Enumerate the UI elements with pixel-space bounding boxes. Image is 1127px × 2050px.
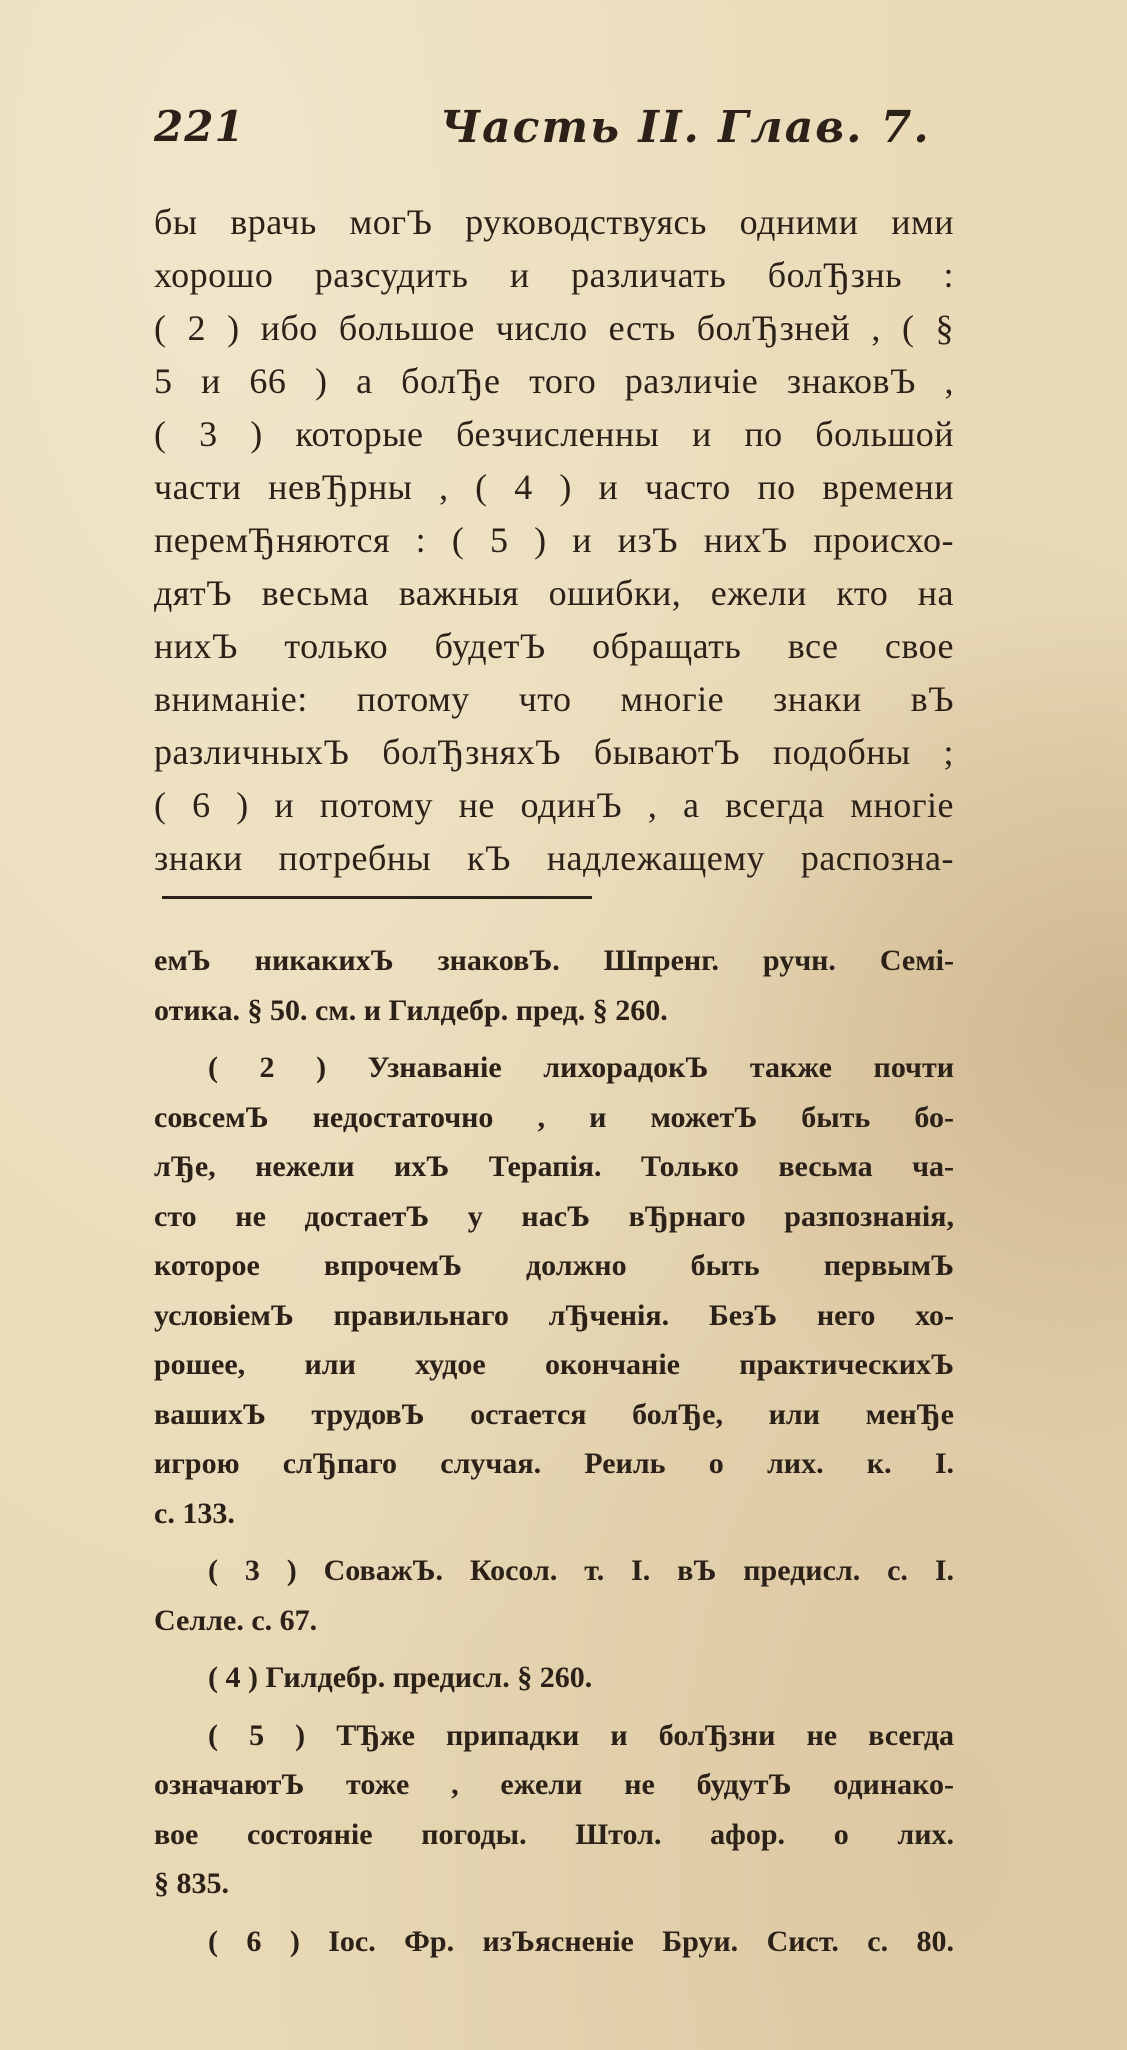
footnote-line: Селле. с. 67. bbox=[154, 1603, 318, 1637]
footnote-line: совсемЪ недостаточно , и можетЪ быть бо- bbox=[154, 1100, 954, 1134]
text-line: 5 и 66 ) а болЂе того различiе знаковЪ , bbox=[154, 361, 954, 401]
text-line: различныхЪ болЂзняхЪ бываютЪ подобны ; bbox=[154, 732, 954, 772]
text-line: нихЪ только будетЪ обращать все свое bbox=[154, 626, 954, 666]
footnote-line: означаютЪ тоже , ежели не будутЪ одинако- bbox=[154, 1768, 954, 1801]
footnote-line: сто не достаетЪ у насЪ вЂрнаго разпознанiя, bbox=[154, 1199, 954, 1233]
footnote-line: ( 5 ) ТЂже припадки и болЂзни не всегда bbox=[208, 1718, 954, 1752]
footnote-line: отика. § 50. см. и Гилдебр. пред. § 260. bbox=[154, 993, 668, 1027]
footnote-5 bbox=[154, 1711, 954, 1909]
footnote-continuation bbox=[154, 936, 954, 1035]
footnote-line: вашихЪ трудовЪ остается болЂе, или менЂе bbox=[154, 1397, 954, 1431]
footnotes-block bbox=[154, 936, 954, 1966]
running-head: Часть II. Глав. 7. bbox=[440, 102, 931, 153]
footnote-6 bbox=[154, 1917, 954, 1967]
text-line: хорошо разсудить и различать болЂзнь : bbox=[154, 255, 954, 295]
text-line: ( 3 ) которые безчисленны и по большой bbox=[154, 414, 954, 454]
footnote-line: лЂе, нежели ихЪ Терапiя. Только весьма ча- bbox=[154, 1150, 954, 1183]
text-line: дятЪ весьма важныя ошибки, ежели кто на bbox=[154, 573, 954, 613]
footnote-line: емЪ никакихЪ знаковЪ. Шпренг. ручн. Семi- bbox=[154, 944, 954, 977]
footnote-line: условiемЪ правильнаго лЂченiя. БезЪ него хо- bbox=[154, 1298, 954, 1332]
footnote-line: ( 4 ) Гилдебр. предисл. § 260. bbox=[208, 1661, 593, 1694]
footnote-separator-rule bbox=[162, 896, 592, 899]
text-line: ( 6 ) и потому не одинЪ , а всегда многiе bbox=[154, 785, 954, 825]
text-line: ( 2 ) ибо большое число есть болЂзней , ( § bbox=[154, 308, 954, 348]
footnote-line: рошее, или худое окончанiе практическихЪ bbox=[154, 1348, 954, 1381]
footnote-3 bbox=[154, 1546, 954, 1645]
footnote-line: которое впрочемЪ должно быть первымЪ bbox=[154, 1249, 954, 1282]
main-text-block bbox=[154, 196, 954, 885]
footnote-4 bbox=[154, 1653, 954, 1703]
footnote-2 bbox=[154, 1043, 954, 1538]
text-line: вниманiе: потому что многiе знаки вЪ bbox=[154, 679, 954, 719]
footnote-line: ( 6 ) Iос. Фр. изЪясненiе Бруи. Сист. с. 80. bbox=[208, 1924, 954, 1958]
text-line: перемЂняются : ( 5 ) и изЪ нихЪ происхо- bbox=[154, 520, 954, 560]
footnote-line: ( 3 ) СоважЪ. Косол. т. I. вЪ предисл. с. I. bbox=[208, 1554, 954, 1587]
page-header bbox=[150, 102, 950, 162]
footnote-line: ( 2 ) Узнаванiе лихорадокЪ также почти bbox=[208, 1051, 954, 1084]
footnote-line: вое состоянiе погоды. Штол. афор. о лих. bbox=[154, 1817, 954, 1851]
footnote-line: с. 133. bbox=[154, 1496, 235, 1530]
page-number: 221 bbox=[154, 102, 245, 151]
text-line: знаки потребны кЪ надлежащему распозна- bbox=[154, 838, 954, 878]
text-line: части невЂрны , ( 4 ) и часто по времени bbox=[154, 467, 954, 507]
footnote-line: игрою слЂпаго случая. Реиль о лих. к. I. bbox=[154, 1447, 954, 1480]
text-line: бы врачь могЪ руководствуясь одними ими bbox=[154, 202, 954, 242]
footnote-line: § 835. bbox=[154, 1867, 229, 1900]
